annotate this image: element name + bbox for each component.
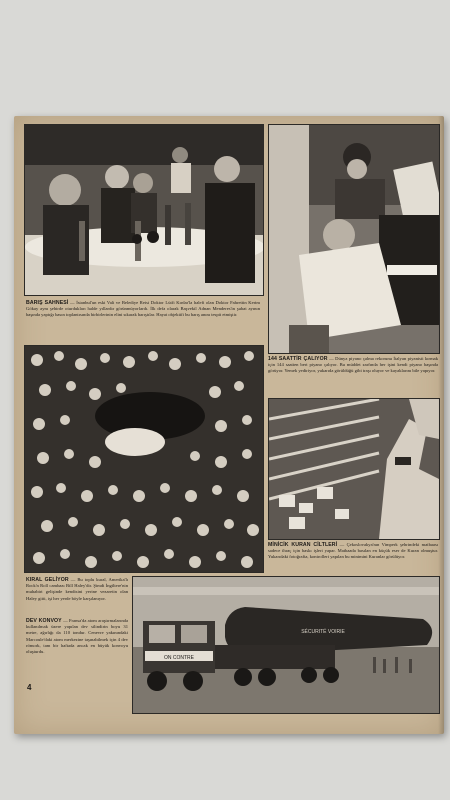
caption-konvoy (26, 618, 128, 655)
photo-printing (268, 398, 440, 540)
truck-plate: ON CONTRE (164, 655, 194, 661)
caption-kiral-title: KIRAL GELİYOR (26, 577, 69, 583)
photo-meeting (24, 124, 264, 296)
caption-saat (268, 356, 438, 375)
caption-kiral (26, 577, 128, 602)
caption-saat-text: — Dünya piyano çalma rekorunu İtalyan piyanisti kırmak için 144 saatten beri piyano çalıyor. Bu müddet zarfında her işini kendi piyano başında görüyor. Yemek yediriyor, yukarıda görüldüğü gibi traşı oluyor ve kayaklarını bile yapıyor. (268, 356, 438, 374)
caption-saat-title: 144 SAATTİR ÇALIYOR (268, 356, 328, 362)
magazine-page (14, 116, 444, 734)
caption-kuran-title: MİNİCİK KURAN CİLTLERİ (268, 542, 338, 548)
caption-kuran-text: — Çekoslovakya'nın Vimperk şehrindeki matbaası sadece ihraç için baskı işleri yapar. Matbaada basılan en küçük eser de Kuran olmuştur. Yukarıdaki fotoğrafta, kontrolleri yapılan bu minimini Kuranlar görülüyor. (268, 542, 439, 560)
caption-kiral-text: — Bu toplu kural, Amerika'lı Rock'n Roll cambazı Bill Haley'dir. Şimdi İngiltere'nin muhabiri gelişinde kendisini yerine vezaretin olan Haley gitti, işi her yerde böyle karşılanıyor. (26, 577, 129, 601)
photo-convoy (132, 576, 440, 714)
caption-baris-text: — İstanbul'un eski Vali ve Belediye Reisi Doktor Lütfi Kırdar'la halefi olan Doktor Fahrettin Kerim Gökay aynı şehirde oturdukları halde yıllardır görünmüyorlardı. İlk defa olarak Başvekil Adnan Menderes'in şubat ayının başında yaptığı basın toplantısında birbirlerinin elini sıkarak barıştılar. Hayat objektifi bu barış anını tespit etmiştir. (26, 300, 260, 318)
caption-baris-title: BARIŞ SAHNESİ (26, 300, 69, 306)
caption-baris (26, 300, 260, 319)
photo-crowd (24, 345, 264, 573)
caption-konvoy-text: — Fransa'da atom araştırmalarında kullanılmak üzere yapılan dev silindirin boyu 31 metre, ağırlığı da 110 tondur. Cenevre yakınındaki Marcoule'daki atom merkezine taşınabilmek için 4 dev römork, tam bir haftada ancak en büyük konvoyu oluşturdu. (26, 618, 129, 655)
cylinder-text: SÉCURITÉ VOIRIE (301, 629, 345, 635)
page-number: 4 (27, 683, 32, 692)
caption-kuran (268, 542, 438, 561)
caption-konvoy-title: DEV KONVOY (26, 618, 62, 624)
photo-pianist (268, 124, 440, 354)
